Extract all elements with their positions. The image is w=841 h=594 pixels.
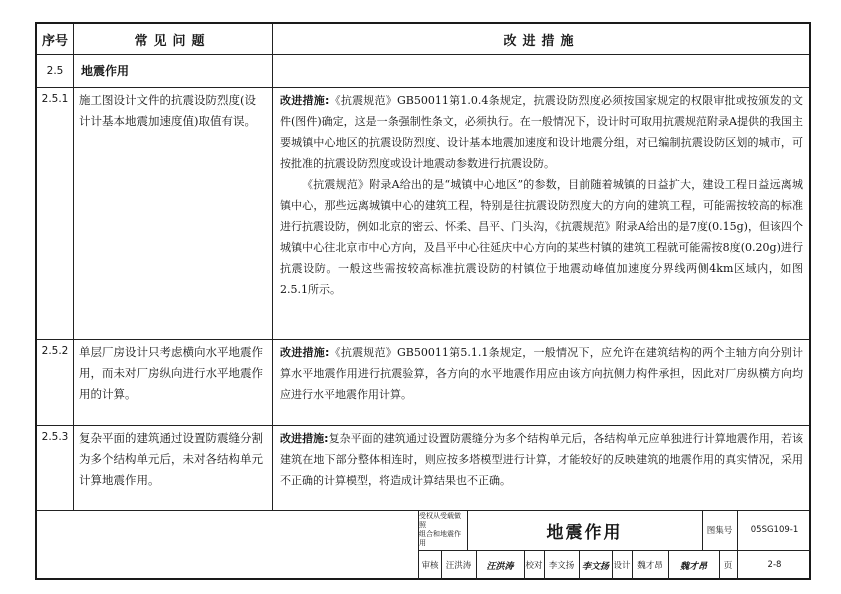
atlas-label: 图集号 [706,526,733,536]
checker-name: 李文扬 [548,561,575,571]
measure-cell [272,339,811,425]
reviewer-signature: 汪洪涛 [486,561,514,572]
issue-text: 施工图设计文件的抗震设防烈度(设计计基本地震加速度值)取值有误。 [79,93,256,128]
measure-cell [272,425,811,510]
measure-lead: 改进措施: [280,94,330,107]
measure-paragraph: 《抗震规范》GB50011第5.1.1条规定，一般情况下，应允许在建筑结构的两个主轴方向分别计算水平地震作用进行抗震验算，各方向的水平地震作用应由该方向抗侧力构件承担，因此对厂房纵横方向均应进行水平地震作用计算。 [280,346,803,401]
measure-paragraph: 《抗震规范》GB50011第1.0.4条规定，抗震设防烈度必须按国家规定的权限审批或按颁发的文件(图件)确定，这是一条强制性条文，必须执行。在一般情况下，设计时可取用抗震规范附录A提供的我国主要城镇中心地区的抗震设防烈度、设计基本地震加速度和设计地震分组，对已编制抗震设防区划的城市，可按批准的抗震设防烈度或设计地震动参数进行抗震设防。 [280,94,803,170]
issue-text: 复杂平面的建筑通过设置防震缝分割为多个结构单元后，未对各结构单元计算地震作用。 [79,431,263,487]
title-block [418,510,811,580]
measure-lead: 改进措施: [280,432,329,445]
category-line: 组合和地震作用 [419,530,461,547]
drawing-sheet [35,22,811,580]
header-measure: 改进措施 [503,33,580,49]
page-label: 页 [723,561,733,571]
category-line: 受权从受载做照 [419,512,461,529]
review-label: 审核 [421,561,439,571]
page-number: 2-8 [767,560,782,570]
designer-signature: 魏才昂 [679,561,707,572]
designer-name: 魏才昂 [637,561,663,571]
reviewer-name: 汪洪涛 [445,561,472,571]
row-number: 2.5.3 [41,431,69,443]
measure-paragraph: 《抗震规范》附录A给出的是“城镇中心地区”的参数，目前随着城镇的日益扩大，建设工程日益远离城镇中心，那些远离城镇中心的建筑工程，特别是往抗震设防烈度大的方向的建筑工程，可能需按较高的标准进行抗震设防，例如北京的密云、怀柔、昌平、门头沟，《抗震规范》附录A给出的是7度(0.15g)，但该四个城镇中心往北京市中心方向，及昌平中心往延庆中心方向的某些村镇的建筑工程就可能需按8度(0.20g)进行抗震设防。一般这些需按较高标准抗震设防的村镇位于地震动峰值加速度分界线两侧4km区域内，如图2.5.1所示。 [280,178,803,296]
design-label: 设计 [613,561,631,571]
measure-lead: 改进措施: [280,346,330,359]
atlas-number: 05SG109-1 [750,525,799,535]
section-number: 2.5 [46,64,64,77]
header-seq: 序号 [41,33,68,49]
measure-paragraph: 复杂平面的建筑通过设置防震缝分为多个结构单元后，各结构单元应单独进行计算地震作用，若该建筑在地下部分整体相连时，则应按多塔模型进行计算，才能较好的反映建筑的地震作用的真实情况，采用不正确的计算模型，将造成计算结果也不正确。 [280,432,804,487]
checker-signature: 李文扬 [581,561,609,572]
row-number: 2.5.2 [41,345,69,357]
header-issue: 常见问题 [134,33,211,49]
section-title: 地震作用 [81,64,130,78]
row-number: 2.5.1 [41,93,69,105]
title-block-category [419,510,467,550]
issue-text: 单层厂房设计只考虑横向水平地震作用，而未对厂房纵向进行水平地震作用的计算。 [79,345,263,401]
measure-cell [272,87,811,339]
check-label: 校对 [525,561,543,571]
sheet-title: 地震作用 [546,522,623,543]
